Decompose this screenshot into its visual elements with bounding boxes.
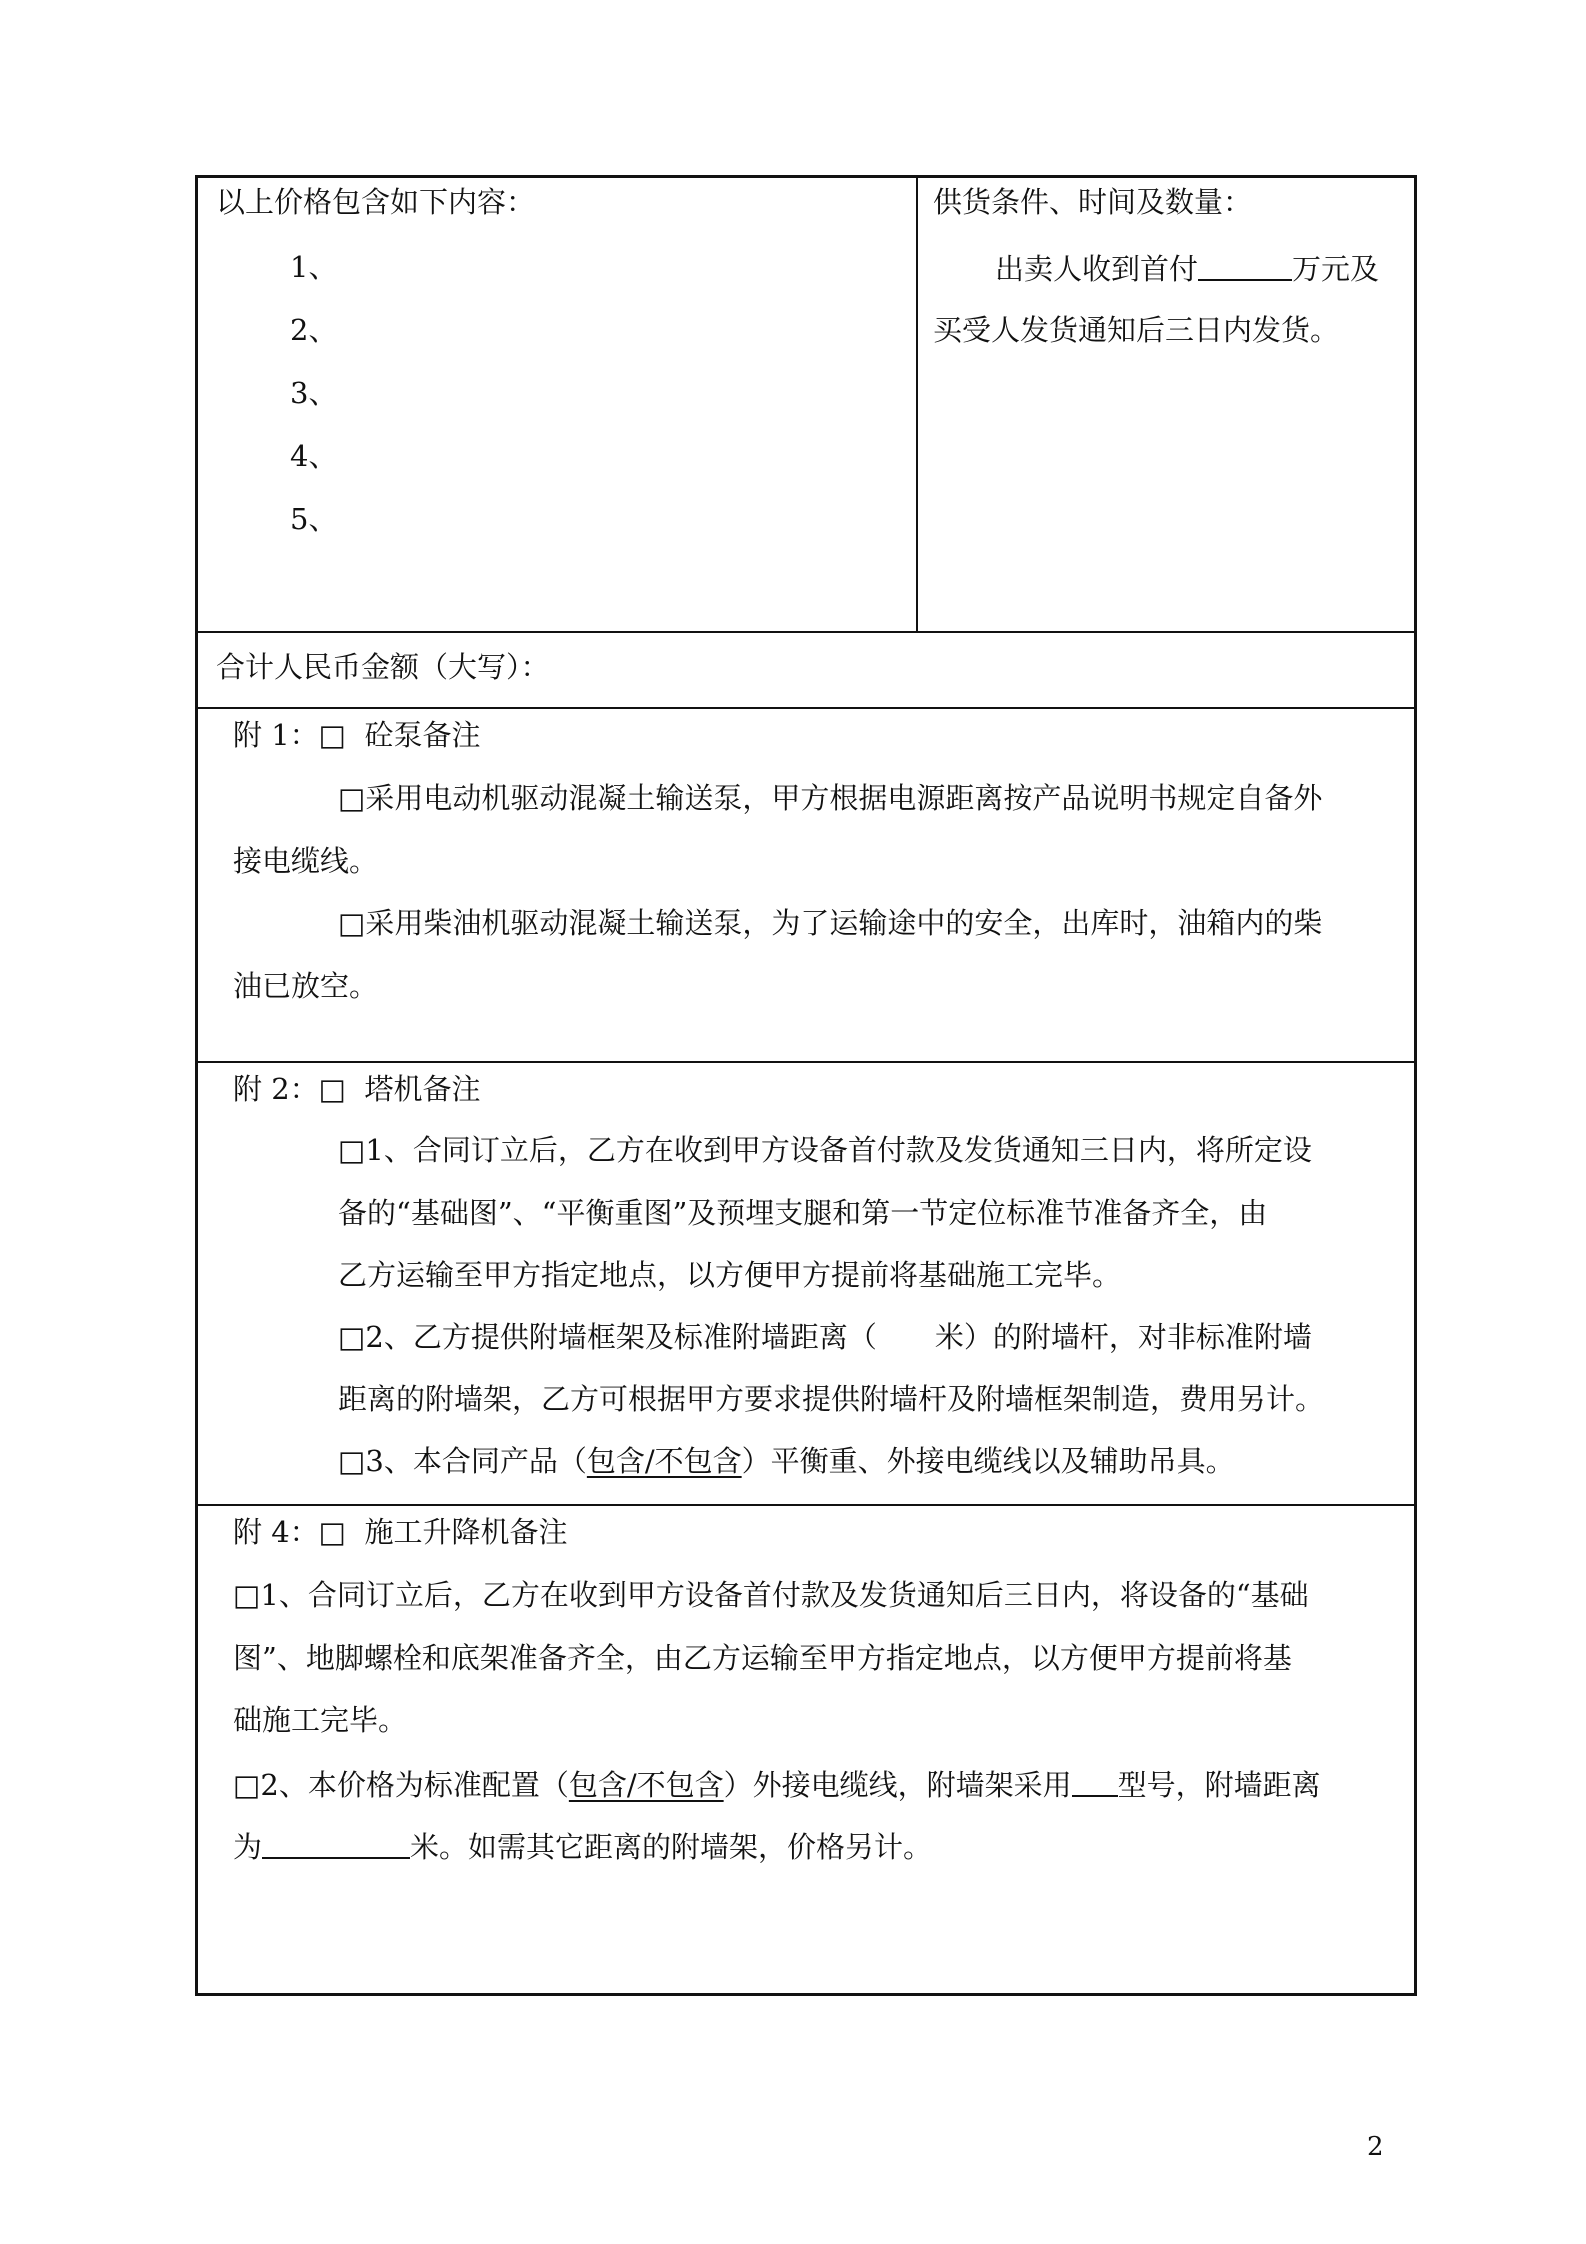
payment-amount-blank [1198,253,1292,281]
pump-notes-heading: 附 1：□ 砼泵备注 [233,718,481,752]
supply-line-2: 买受人发货通知后三日内发货。 [933,313,1340,347]
price-item: 2、 [290,313,338,347]
crane-note-line: □1、合同订立后，乙方在收到甲方设备首付款及发货通知三日内，将所定设 [338,1133,1312,1167]
price-item: 1、 [290,250,338,284]
checkbox-icon: □ [318,718,347,752]
include-option: 包含/不包含 [568,1768,724,1802]
price-item: 3、 [290,376,338,410]
checkbox-icon: □ [318,1515,347,1549]
crane-note-line: □3、本合同产品（包含/不包含）平衡重、外接电缆线以及辅助吊具。 [338,1444,1235,1478]
price-contents-heading: 以上价格包含如下内容： [216,185,536,219]
crane-notes-heading: 附 2：□ 塔机备注 [233,1072,481,1106]
pump-note-line: 油已放空。 [233,969,379,1003]
supply-conditions-cell [918,178,1414,631]
crane-note-line: 乙方运输至甲方指定地点，以方便甲方提前将基础施工完毕。 [338,1258,1122,1292]
model-blank [1072,1769,1118,1797]
crane-note-line: 备的“基础图”、“平衡重图”及预埋支腿和第一节定位标准节准备齐全，由 [338,1196,1268,1230]
lift-note-line: 为 米。如需其它距离的附墙架，价格另计。 [233,1830,933,1864]
page-number: 2 [1367,2132,1384,2162]
include-option: 包含/不包含 [586,1444,742,1478]
price-supply-row [198,178,1414,633]
crane-note-line: □2、乙方提供附墙框架及标准附墙距离（ 米）的附墙杆，对非标准附墙 [338,1320,1312,1354]
price-contents-cell [198,178,918,631]
price-item: 5、 [290,502,338,536]
checkbox-icon: □ [318,1072,347,1106]
crane-note-line: 距离的附墙架，乙方可根据甲方要求提供附墙杆及附墙框架制造，费用另计。 [338,1382,1325,1416]
total-amount-row [198,633,1414,709]
pump-notes-row [198,709,1414,1063]
crane-notes-row [198,1063,1414,1506]
lift-note-line: 础施工完毕。 [233,1703,408,1737]
lift-note-line: □2、本价格为标准配置（包含/不包含）外接电缆线，附墙架采用 型号，附墙距离 [233,1768,1321,1802]
supply-line-1: 出卖人收到首付 万元及 [995,252,1380,286]
contract-table [195,175,1417,1996]
pump-note-line: □采用柴油机驱动混凝土输送泵，为了运输途中的安全，出库时，油箱内的柴 [338,906,1323,940]
lift-notes-heading: 附 4：□ 施工升降机备注 [233,1515,568,1549]
lift-notes-row [198,1506,1414,1993]
distance-blank [262,1831,410,1859]
lift-note-line: 图”、地脚螺栓和底架准备齐全，由乙方运输至甲方指定地点，以方便甲方提前将基 [233,1641,1292,1675]
price-item: 4、 [290,439,338,473]
pump-note-line: 接电缆线。 [233,844,379,878]
lift-note-line: □1、合同订立后，乙方在收到甲方设备首付款及发货通知后三日内，将设备的“基础 [233,1578,1309,1612]
supply-conditions-heading: 供货条件、时间及数量： [933,185,1253,219]
total-amount-label: 合计人民币金额（大写）： [216,650,550,684]
pump-note-line: □采用电动机驱动混凝土输送泵，甲方根据电源距离按产品说明书规定自备外 [338,781,1323,815]
